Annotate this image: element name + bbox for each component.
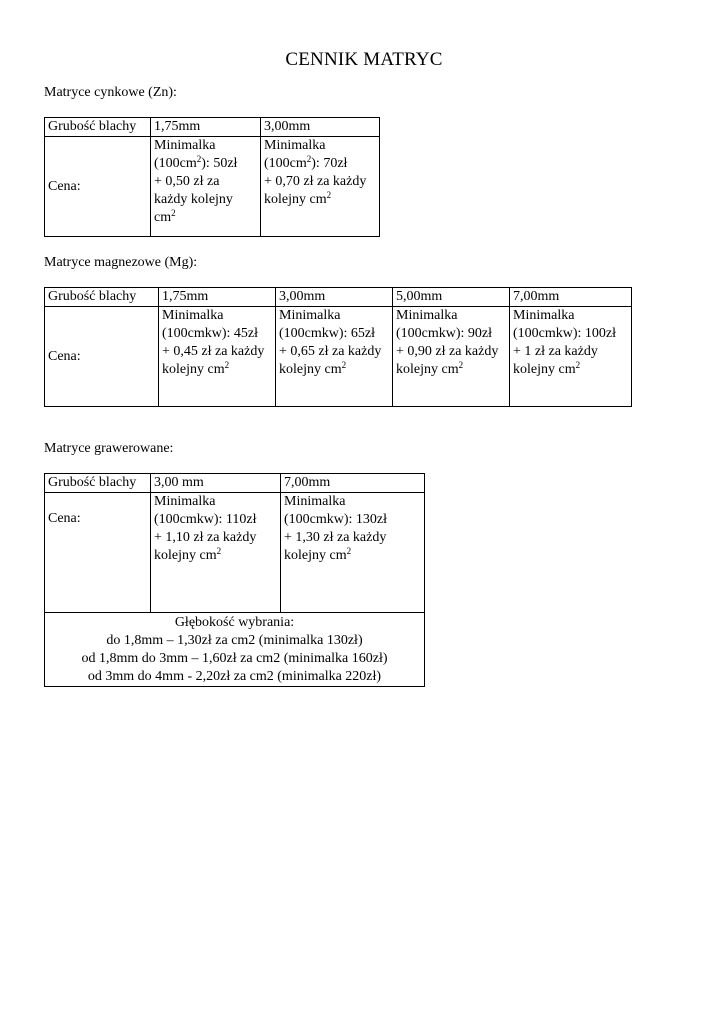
thickness-cell: 7,00mm [510,288,632,307]
zinc-price-table [44,117,380,237]
price-line: + 1 zł za każdy [513,344,598,359]
price-cell [281,493,425,613]
thickness-cell: 3,00mm [261,118,380,137]
price-cell [393,307,510,407]
price-line: kolejny $cm^2$ [154,546,222,563]
price-line: Minimalka [154,138,216,153]
table-row [45,474,425,493]
price-line: + 0,50 zł za [154,174,220,189]
price-line: + 0,45 zł za każdy [162,344,265,359]
price-line: + 1,10 zł za każdy [154,530,257,545]
magnesium-price-table [44,287,632,407]
table-row [45,137,380,237]
thickness-cell: 3,00 mm [151,474,281,493]
price-line: kolejny $cm^2$ [284,546,352,563]
thickness-label: Grubość blachy [45,288,159,307]
price-line: (100cmkw): 90zł [396,326,493,341]
table-row [45,613,425,687]
price-label: Cena: [45,307,159,407]
zinc-heading: Matryce cynkowe (Zn): [44,85,177,100]
price-line: $(100cm^2)$: 70zł [264,154,348,171]
thickness-cell: 5,00mm [393,288,510,307]
price-line: Minimalka [279,308,341,323]
price-label: Cena: [45,137,151,237]
price-line: kolejny $cm^2$ [513,360,581,377]
depth-note-line: od 1,8mm do 3mm – 1,60zł za cm2 (minimalka 160zł) [81,651,388,666]
thickness-label: Grubość blachy [45,474,151,493]
price-line: Minimalka [154,494,216,509]
price-line: kolejny $cm^2$ [279,360,347,377]
depth-note-line: do 1,8mm – 1,30zł za cm2 (minimalka 130zł) [106,633,363,648]
price-line: (100cmkw): 100zł [513,326,617,341]
thickness-cell: 3,00mm [276,288,393,307]
price-line: kolejny $cm^2$ [264,190,332,207]
depth-note-line: Głębokość wybrania: [174,615,295,630]
price-line: Minimalka [162,308,224,323]
price-line: + 0,90 zł za każdy [396,344,499,359]
table-row [45,493,425,613]
price-line: kolejny $cm^2$ [162,360,230,377]
price-line: (100cmkw): 130zł [284,512,388,527]
price-line: + 1,30 zł za każdy [284,530,387,545]
table-row [45,288,632,307]
thickness-label: Grubość blachy [45,118,151,137]
engraved-heading: Matryce grawerowane: [44,441,174,456]
price-line: (100cmkw): 110zł [154,512,257,527]
thickness-cell: 1,75mm [151,118,261,137]
price-line: $cm^2$ [154,208,176,225]
price-line: Minimalka [284,494,346,509]
thickness-cell: 1,75mm [159,288,276,307]
magnesium-heading: Matryce magnezowe (Mg): [44,255,198,270]
price-cell [276,307,393,407]
price-line: (100cmkw): 45zł [162,326,259,341]
table-row [45,307,632,407]
price-label: Cena: [45,493,151,613]
depth-note-line: od 3mm do 4mm - 2,20zł za cm2 (minimalka 220zł) [87,669,382,684]
price-line: kolejny $cm^2$ [396,360,464,377]
price-line: Minimalka [264,138,326,153]
thickness-cell: 7,00mm [281,474,425,493]
price-line: $(100cm^2)$: 50zł [154,154,238,171]
price-line: Minimalka [513,308,575,323]
price-cell [159,307,276,407]
price-cell [151,137,261,237]
price-line: każdy kolejny [154,192,233,207]
price-line: Minimalka [396,308,458,323]
table-row [45,118,380,137]
price-cell [510,307,632,407]
price-line: + 0,65 zł za każdy [279,344,382,359]
price-cell [151,493,281,613]
engraved-price-table [44,473,425,687]
price-line: + 0,70 zł za każdy [264,174,367,189]
page-title: CENNIK MATRYC [285,49,443,70]
price-line: (100cmkw): 65zł [279,326,376,341]
price-cell [261,137,380,237]
depth-note [45,613,425,687]
